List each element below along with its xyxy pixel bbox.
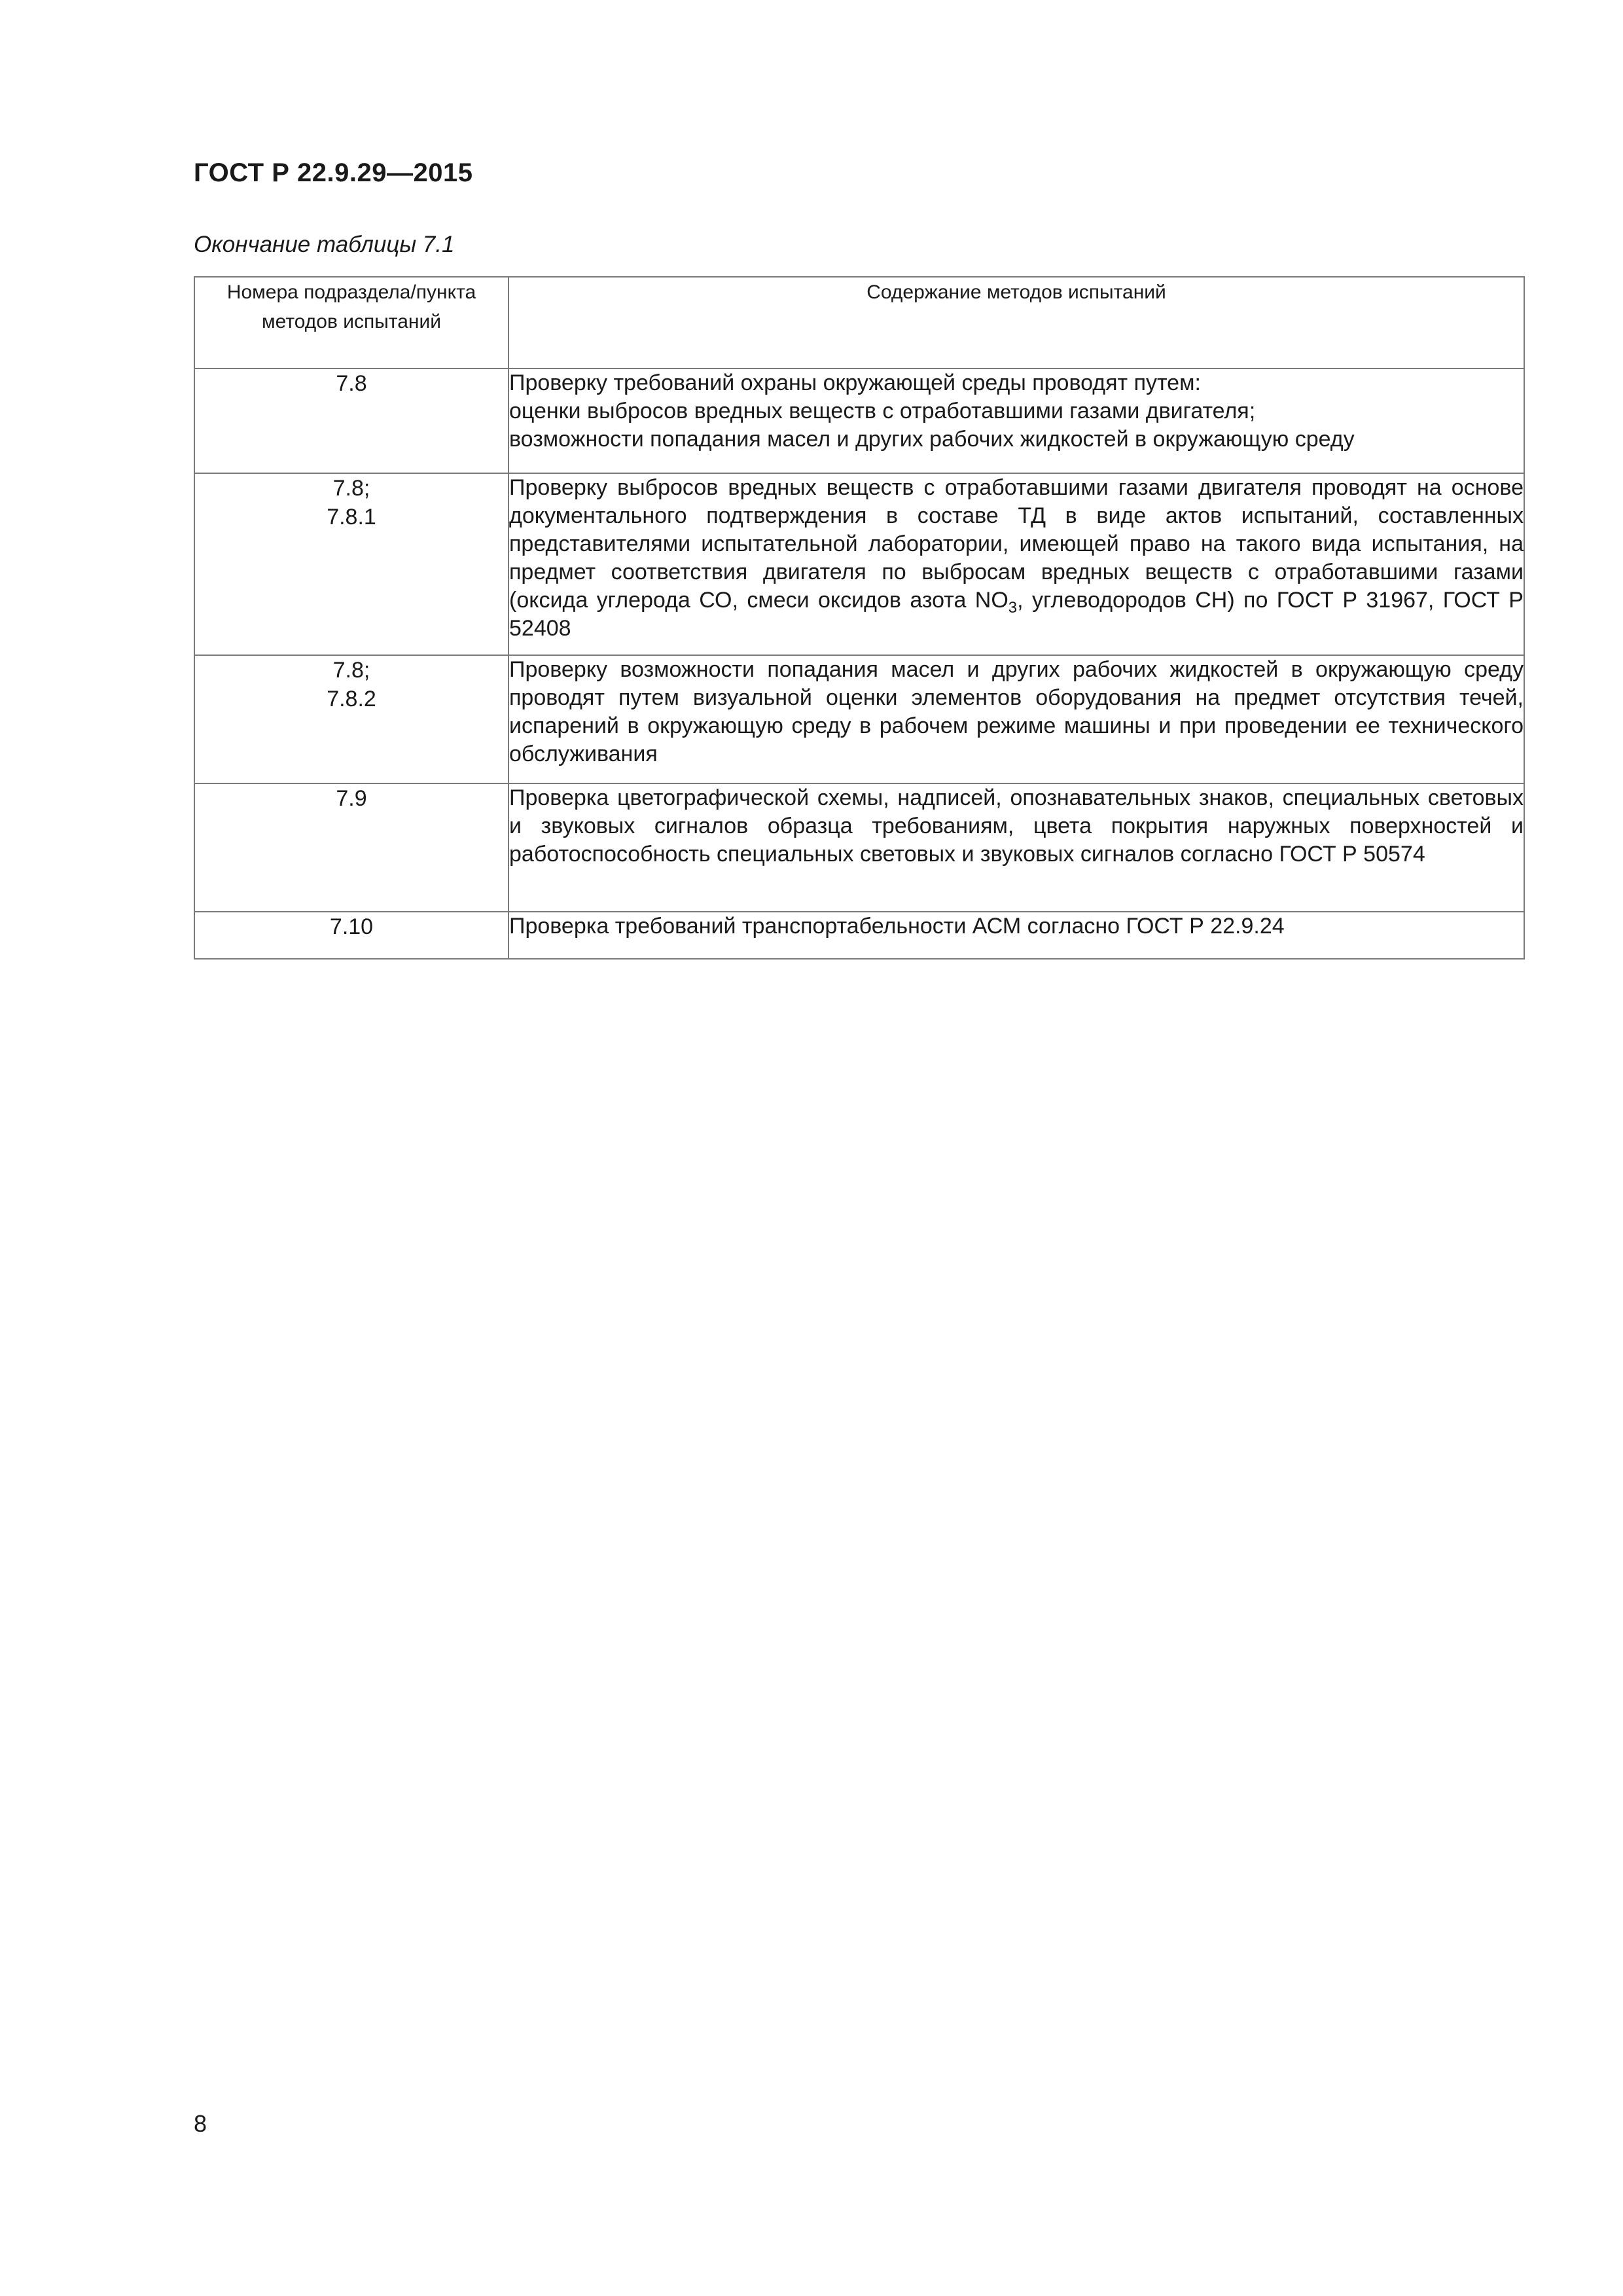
column-header-number: Номера подраздела/пункта методов испытаний xyxy=(194,277,508,368)
row-content-cell: Проверка цветографической схемы, надписей, опознавательных знаков, специальных световых и звуковых сигналов образца требованиям, цвета покрытия наружных поверхностей и работоспособность специальных световых и звуковых сигналов согласно ГОСТ Р 50574 xyxy=(508,783,1524,912)
row-number-cell: 7.9 xyxy=(194,783,508,912)
row-number-cell: 7.8 xyxy=(194,368,508,473)
row-number-cell: 7.10 xyxy=(194,912,508,959)
row-content-cell: Проверка требований транспортабельности АСМ согласно ГОСТ Р 22.9.24 xyxy=(508,912,1524,959)
subscript: 3 xyxy=(1008,598,1018,617)
table-header-row xyxy=(194,277,1524,368)
document-code: ГОСТ Р 22.9.29—2015 xyxy=(194,158,473,187)
row-content-cell: Проверку требований охраны окружающей среды проводят путем: оценки выбросов вредных веществ с отработавшими газами двигателя; возможности попадания масел и других рабочих жидкостей в окружающую среду xyxy=(508,368,1524,473)
column-header-content: Содержание методов испытаний xyxy=(508,277,1524,368)
table-row xyxy=(194,368,1524,473)
table-caption: Окончание таблицы 7.1 xyxy=(194,232,455,257)
table-row xyxy=(194,473,1524,655)
page-number: 8 xyxy=(194,2110,207,2137)
test-methods-table xyxy=(194,276,1525,960)
row-number-cell: 7.8; 7.8.1 xyxy=(194,473,508,655)
table-row xyxy=(194,912,1524,959)
table-row xyxy=(194,655,1524,783)
table-row xyxy=(194,783,1524,912)
row-content-cell: Проверку выбросов вредных веществ с отработавшими газами двигателя проводят на основе документального подтверждения в составе ТД в виде актов испытаний, составленных представителями испытательной лаборатории, имеющей право на такого вида испытания, на предмет соответствия двигателя по выбросам вредных веществ с отработавшими газами (оксида углерода СО, смеси оксидов азота $NO_3$, углеводородов СН) по ГОСТ Р 31967, ГОСТ Р 52408 xyxy=(508,473,1524,655)
row-number-cell: 7.8; 7.8.2 xyxy=(194,655,508,783)
row-content-cell: Проверку возможности попадания масел и других рабочих жидкостей в окружающую среду проводят путем визуальной оценки элементов оборудования на предмет отсутствия течей, испарений в окружающую среду в рабочем режиме машины и при проведении ее технического обслуживания xyxy=(508,655,1524,783)
